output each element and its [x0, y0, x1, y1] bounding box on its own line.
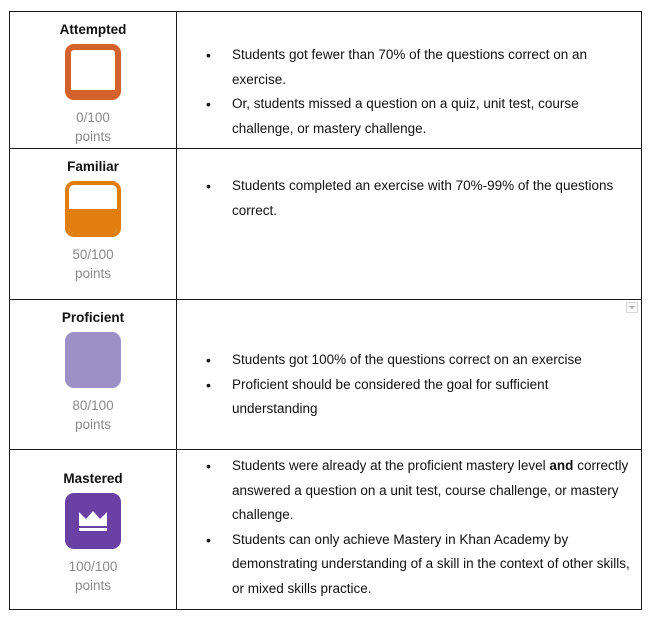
description-cell	[177, 12, 642, 149]
criteria-list	[177, 348, 641, 422]
points-label: 50/100 points	[72, 247, 114, 281]
level-name: Familiar	[67, 159, 119, 174]
crown-icon	[77, 510, 109, 532]
list-item: • Or, students missed a question on a quiz, unit test, course challenge, or mastery challenge.	[177, 92, 633, 141]
level-name: Attempted	[59, 22, 127, 37]
level-cell	[10, 450, 177, 610]
level-name: Mastered	[63, 471, 123, 486]
criteria-list	[177, 43, 641, 141]
list-item: • Students can only achieve Mastery in Khan Academy by demonstrating understanding of a skill in the context of other skills, or mixed skills practice.	[177, 528, 633, 602]
level-cell	[10, 300, 177, 450]
list-item: • Students completed an exercise with 70%-99% of the questions correct.	[177, 174, 633, 223]
description-cell	[177, 149, 642, 300]
table-row	[10, 300, 642, 450]
list-item: • Students got fewer than 70% of the questions correct on an exercise.	[177, 43, 633, 92]
points-label: 80/100 points	[72, 398, 114, 432]
mastery-levels-table	[9, 11, 642, 610]
chevron-down-icon[interactable]	[626, 302, 638, 313]
table-row	[10, 12, 642, 149]
attempted-badge-icon	[65, 44, 121, 100]
level-cell	[10, 149, 177, 300]
points-label: 100/100 points	[68, 559, 118, 593]
proficient-badge-icon	[65, 332, 121, 388]
description-cell	[177, 300, 642, 450]
table-row	[10, 149, 642, 300]
level-cell	[10, 12, 177, 149]
list-item: • Proficient should be considered the goal for sufficient understanding	[177, 373, 633, 422]
list-item: • Students got 100% of the questions correct on an exercise	[177, 348, 633, 373]
mastered-badge	[65, 493, 121, 549]
criteria-list	[177, 174, 641, 223]
table-row	[10, 450, 642, 610]
list-item: • Students were already at the proficient mastery level and correctly answered a question on a unit test, course challenge, or mastery challenge.	[177, 454, 633, 528]
level-name: Proficient	[61, 310, 125, 325]
description-cell	[177, 450, 642, 610]
points-label: 0/100 points	[74, 110, 112, 144]
criteria-list	[177, 454, 641, 601]
familiar-badge-icon	[65, 181, 121, 237]
